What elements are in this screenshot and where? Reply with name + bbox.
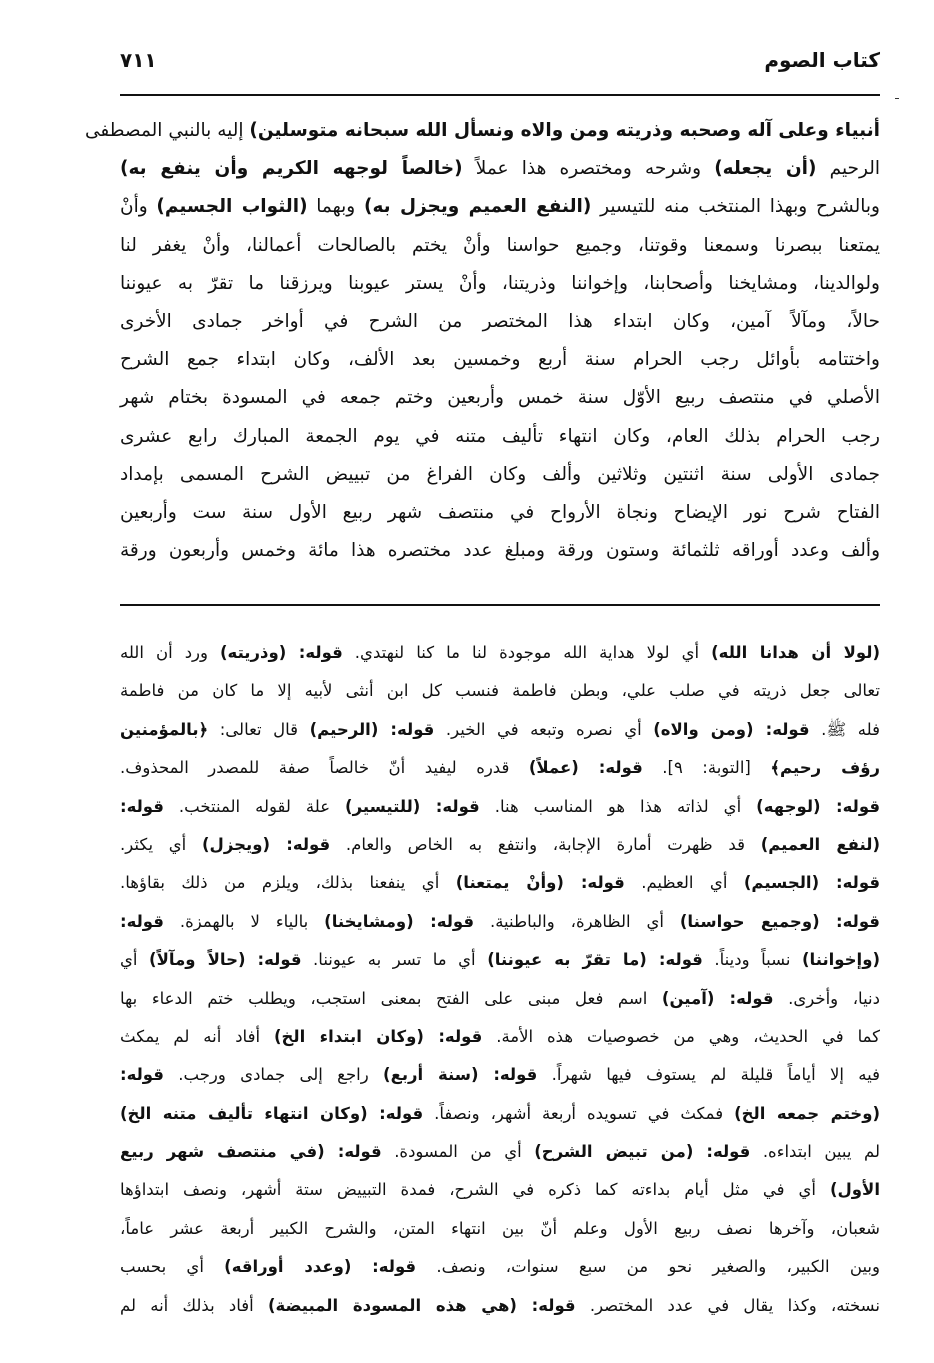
bold-phrase: قوله: (ومن والاه) [653, 719, 810, 739]
bold-phrase: (لولا أن هدانا الله) [711, 643, 881, 662]
bold-phrase: (خالصاً لوجهه الكريم وأن ينفع به) [120, 158, 463, 180]
bold-phrase: الأول) [829, 1180, 880, 1200]
main-text-line [120, 494, 880, 532]
text-run: شعبان، وآخرها نصف ربيع الأول وعلم أنّ بين انتهاء المتن، والشرح الكبير أربعة عشر عاماً، [120, 1218, 880, 1238]
text-run: يمتعنا ببصرنا وسمعنا وقوتنا، وجميع حواسنا وأنْ يختم بالصالحات أعمالنا، وأنْ يغفر لنا [120, 234, 880, 256]
bold-phrase: قوله: (ويجزل) [202, 834, 331, 854]
footnote-line [120, 1095, 880, 1133]
text-run: أي في مثل أيام بداءته كما ذكره في الشرح، فمدة التبييض ستة أشهر، ونصف ابتداؤها [120, 1180, 830, 1200]
bold-phrase: (أن يجعله) [714, 158, 817, 180]
text-run: أي لذاته هذا هو المناسب هنا. [479, 796, 757, 816]
footnotes [120, 634, 880, 1325]
text-run: جمادى الأولى سنة اثنتين وثلاثين وألف وكان الفراغ من تبييض الشرح المسمى بإمداد [120, 463, 880, 485]
bold-phrase: رؤف رحيم﴾ [770, 758, 881, 778]
main-text-line [120, 456, 880, 494]
text-run: واختتامه بأوائل رجب الحرام سنة أربع وخمسين بعد الألف، وكان ابتداء جمع الشرح [120, 349, 880, 371]
bold-phrase: (وإخواننا) [801, 950, 880, 970]
footnote-line [120, 1171, 880, 1209]
text-run: الرحيم [816, 158, 880, 180]
bold-phrase: قوله: (وأنْ يمتعنا) [455, 873, 625, 893]
main-text-line [120, 227, 880, 265]
text-run: أي نصره وتبعه في الخير. [434, 719, 654, 739]
text-run: أي من المسودة. [381, 1142, 535, 1162]
bold-phrase: قوله: [120, 1065, 164, 1085]
bold-phrase: قوله: (لوجهه) [756, 796, 881, 816]
bold-phrase: (النفع العميم ويجزل به) [364, 196, 592, 218]
main-text-line [120, 265, 880, 303]
text-run: دنيا، وأخرى. [773, 988, 880, 1008]
footnote-line [120, 1248, 880, 1286]
text-run: ولوالدينا، ومشايخنا وأصحابنا، وإخواننا وذريتنا، وأنْ يستر عيوبنا ويرزقنا ما تقرّ به عيوننا [120, 272, 880, 294]
main-text-line [120, 341, 880, 379]
page-number: ٧١١ [120, 48, 157, 72]
main-text-line [120, 150, 880, 188]
text-run: بالياء لا بالهمزة. [163, 911, 325, 931]
bold-phrase: قوله: (وكان انتهاء تأليف متنه الخ) [120, 1103, 424, 1123]
footnote-line [120, 864, 880, 902]
bold-phrase: قوله: [120, 796, 164, 816]
bold-phrase: قوله: (الجسيم) [743, 873, 880, 893]
text-run: راجع إلى جمادى ورجب. [163, 1065, 384, 1085]
text-run: الأصلي في منتصف ربيع الأوّل سنة خمس وأربعين وختم جمعه في المسودة بختام شهر [120, 387, 880, 409]
text-run: أي ينفعنا بذلك، ويلزم من ذلك بقاؤها. [120, 873, 456, 893]
text-run: لم يبين ابتداءه. [750, 1142, 880, 1162]
text-run: وبالشرح وبهذا المنتخب منه للتيسير [591, 196, 880, 218]
footnote-line [120, 826, 880, 864]
main-text-line [120, 188, 880, 226]
bold-phrase: (الثواب الجسيم) [156, 196, 308, 218]
bold-phrase: قوله: (وكان ابتداء الخ) [273, 1026, 483, 1046]
bold-phrase: قوله: (حالاً ومآلاً) [149, 950, 302, 970]
footnote-line [120, 1056, 880, 1094]
footnote-line [120, 1287, 880, 1325]
footnote-line [120, 980, 880, 1018]
text-run: [التوبة: ٩]. [642, 758, 771, 778]
main-text [84, 112, 880, 570]
footnote-line [120, 903, 880, 941]
bold-phrase: قوله: (وذريته) [220, 643, 343, 662]
footnote-line [120, 1133, 880, 1171]
bold-phrase: قوله: (من تبيض الشرح) [534, 1142, 751, 1162]
bold-phrase: (لنفع العميم) [760, 834, 880, 854]
text-run: أي ما تسر به عيوننا. [301, 950, 488, 970]
bold-phrase: قوله: (سنة أربع) [383, 1065, 538, 1085]
text-run: أي الظاهرة، والباطنية. [474, 911, 680, 931]
text-run: قد ظهرت أمارة الإجابة، وانتفع به الخاص والعام. [330, 834, 761, 854]
header-divider [120, 94, 880, 96]
main-text-line [120, 532, 880, 570]
text-run: أي بحسب [120, 1257, 225, 1277]
text-run: كما في الحديث، وهي من خصوصيات هذه الأمة. [482, 1026, 880, 1046]
bold-phrase: ﴿بالمؤمنين [120, 719, 209, 739]
bold-phrase: قوله: (آمين) [661, 988, 774, 1008]
text-run: تعالى جعل ذريته في صلب علي، وبطن فاطمة فنسب كل ابن أنثى لأبيه إلا ما كان من فاطمة [120, 681, 880, 701]
bold-phrase: قوله: (الرحيم) [309, 719, 435, 739]
text-run: أي يكثر. [120, 834, 202, 854]
text-run: أي [120, 950, 150, 970]
bold-phrase: قوله: (للتيسير) [345, 796, 480, 816]
text-run: ورد أن الله [120, 643, 221, 662]
text-run: الفتاح شرح نور الإيضاح ونجاة الأرواح في منتصف شهر ربيع الأول سنة ست وأربعين [120, 501, 880, 523]
text-run: رجب الحرام بذلك العام، وكان انتهاء تأليف متنه في يوم الجمعة المبارك رابع عشرى [120, 425, 880, 447]
text-run: أي لولا هداية الله موجودة لنا ما كنا لنهتدي. [342, 643, 712, 662]
text-run: وبين الكبير، والصغير نحو من سبع سنوات، ونصف. [416, 1257, 880, 1277]
text-run: إليه بالنبي المصطفى [84, 120, 250, 141]
scan-mark [895, 98, 899, 103]
footnote-divider [120, 604, 880, 606]
text-run: اسم فعل مبنى على الفتح بمعنى استجب، ويطلب ختم الدعاء بها [120, 988, 662, 1008]
main-text-line [84, 112, 880, 150]
text-run: فله ﷺ. [809, 719, 880, 739]
main-text-line [120, 418, 880, 456]
text-run: نسباً وديناً. [702, 950, 802, 970]
text-run: علة لقوله المنتخب. [163, 796, 346, 816]
text-run: وألف وعدد أوراقه ثلثمائة وستون ورقة ومبلغ عدد مختصره هذا مائة وخمس وأربعون ورقة [120, 540, 880, 562]
text-run: قال تعالى: [208, 719, 310, 739]
text-run: فمكث في تسويده أربعة أشهر، ونصفاً. [423, 1103, 735, 1123]
footnote-line [120, 1210, 880, 1248]
text-run: نسخته، وكذا يقال في عدد المختصر. [575, 1295, 880, 1315]
bold-phrase: قوله: (ومشايخنا) [324, 911, 475, 931]
main-text-line [120, 303, 880, 341]
bold-phrase: قوله: (عملاً) [528, 758, 643, 778]
running-header [120, 40, 880, 80]
chapter-title: كتاب الصوم [764, 48, 880, 72]
main-text-line [120, 379, 880, 417]
text-run: حالاً، ومآلاً آمين، وكان ابتداء هذا المختصر من الشرح في أواخر جمادى الأخرى [120, 310, 880, 332]
text-run: قدره ليفيد أنّ خالصاً صفة للمصدر المحذوف. [120, 758, 529, 778]
bold-phrase: قوله: (في منتصف شهر ربيع [120, 1142, 382, 1162]
footnote-line [120, 788, 880, 826]
bold-phrase: أنبياء وعلى آله وصحبه وذريته ومن والاه ونسأل الله سبحانه متوسلين) [249, 120, 880, 141]
bold-phrase: قوله: (وجميع حواسنا) [679, 911, 880, 931]
bold-phrase: قوله: [120, 911, 164, 931]
bold-phrase: قوله: (ما تقرّ به عيوننا) [487, 950, 703, 970]
footnote-line [120, 941, 880, 979]
text-run: وبهما [307, 196, 364, 218]
text-run: فيه إلا أياماً قليلة لم يستوف فيها شهراً. [537, 1065, 880, 1085]
footnote-line [120, 672, 880, 710]
footnote-line [120, 711, 880, 749]
footnote-line [120, 749, 880, 787]
text-run: وشرحه ومختصره هذا عملاً [462, 158, 715, 180]
footnote-line [120, 1018, 880, 1056]
bold-phrase: (وختم جمعه الخ) [734, 1103, 880, 1123]
text-run: أفاد أنه لم يمكث [120, 1026, 274, 1046]
bold-phrase: قوله: (هي هذه المسودة المبيضة) [267, 1295, 576, 1315]
bold-phrase: قوله: (وعدد أوراقه) [224, 1257, 417, 1277]
text-run: وأنْ [120, 196, 157, 218]
footnote-line [120, 634, 880, 672]
text-run: أي العظيم. [624, 873, 744, 893]
text-run: أفاد بذلك أنه لم [120, 1295, 268, 1315]
